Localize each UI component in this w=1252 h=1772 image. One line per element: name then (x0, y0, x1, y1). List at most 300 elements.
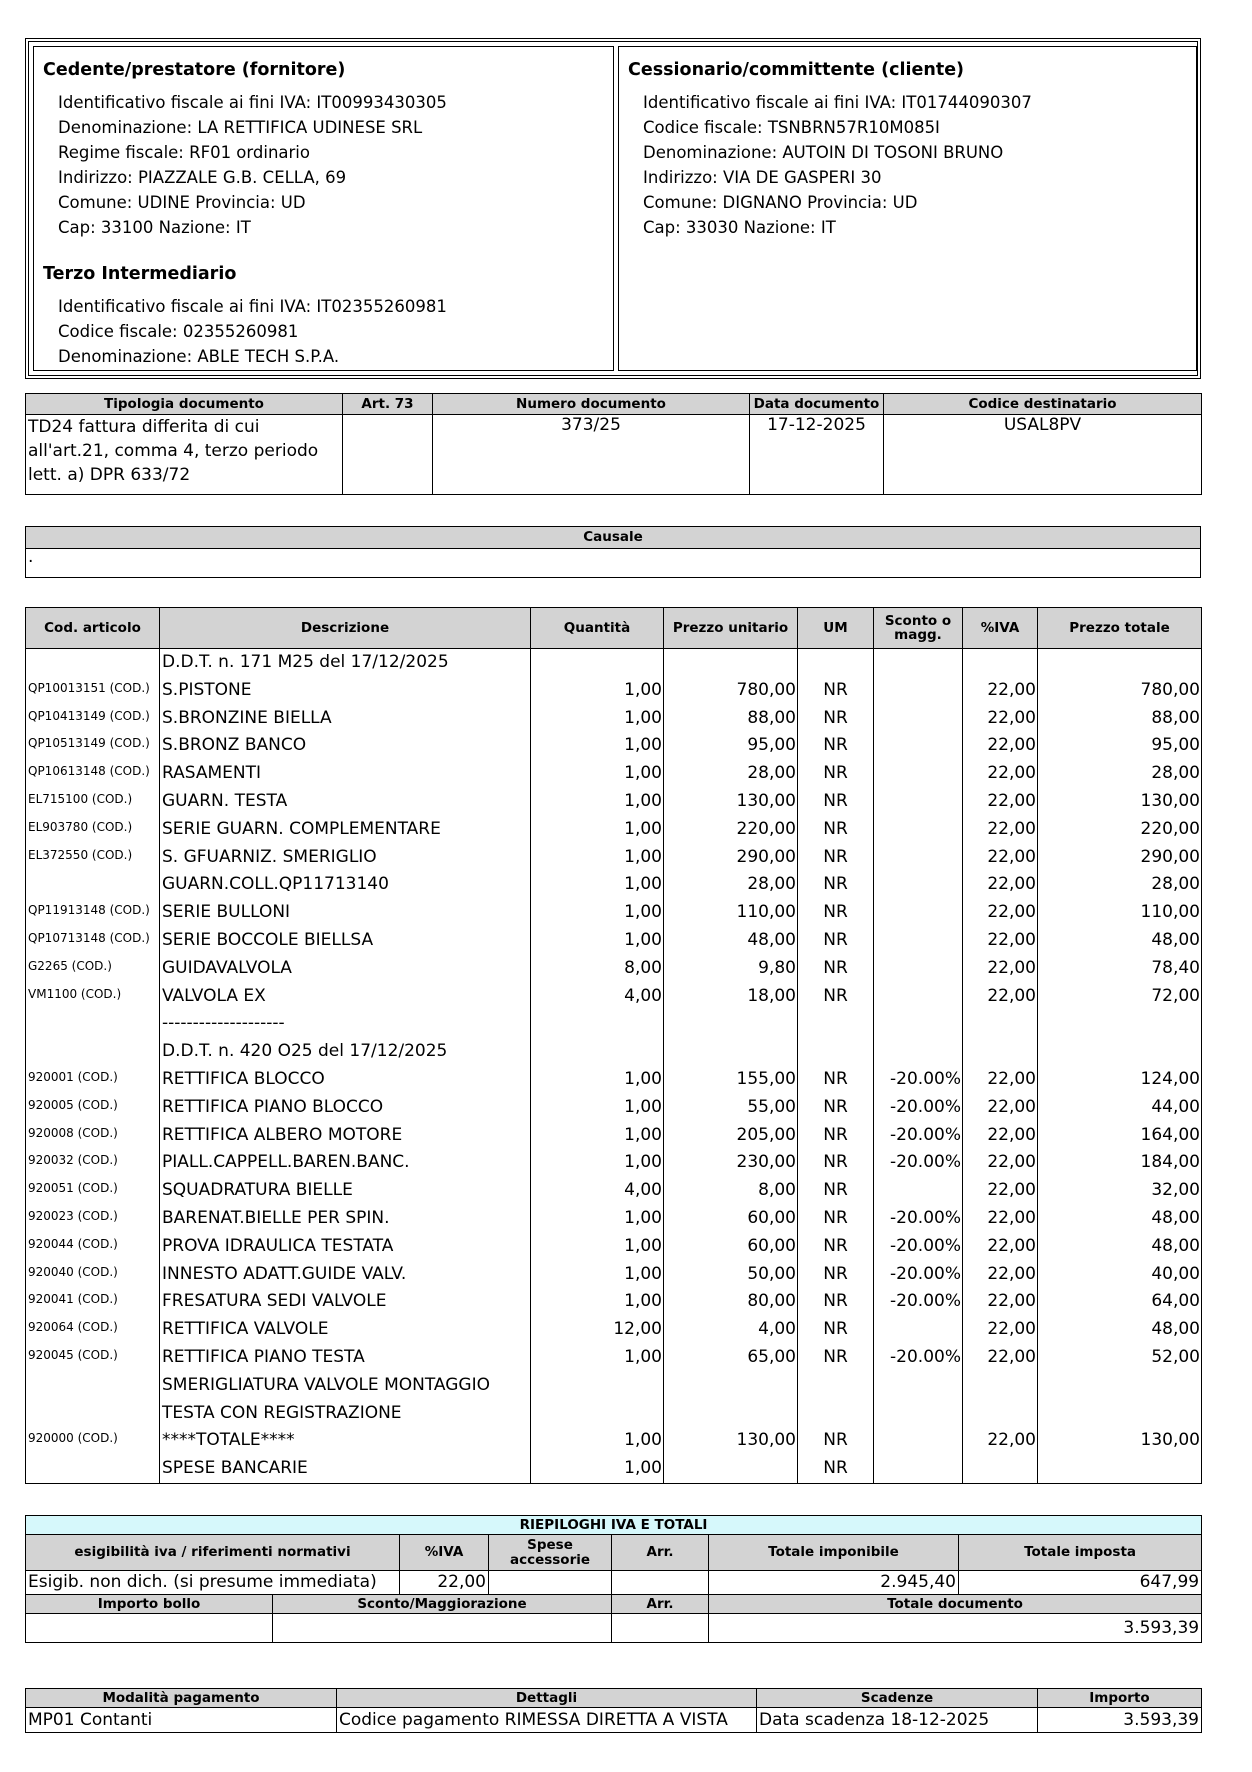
item-um: NR (798, 1316, 874, 1344)
item-quantity: 1,00 (531, 705, 664, 733)
item-code: 920001 (COD.) (26, 1066, 160, 1094)
item-total: 88,00 (1038, 705, 1202, 733)
item-discount (874, 1427, 963, 1455)
item-total (1038, 649, 1202, 677)
item-row (26, 677, 1202, 705)
item-quantity: 1,00 (531, 1427, 664, 1455)
item-quantity: 1,00 (531, 1149, 664, 1177)
causale-heading: Causale (26, 527, 1201, 549)
item-row (26, 927, 1202, 955)
item-um: NR (798, 871, 874, 899)
item-quantity: 12,00 (531, 1316, 664, 1344)
col-art73: Art. 73 (343, 394, 433, 415)
importo-value: 3.593,39 (1038, 1708, 1202, 1733)
item-code (26, 1372, 160, 1400)
item-description: S.BRONZINE BIELLA (160, 705, 531, 733)
seller-line: Regime fiscale: RF01 ordinario (58, 143, 310, 162)
intermediary-line: Identificativo fiscale ai fini IVA: IT02355260981 (58, 297, 447, 316)
col-sconto-maggiorazione: Sconto/Maggiorazione (273, 1595, 612, 1614)
payment-table (25, 1688, 1202, 1733)
item-unit-price: 18,00 (664, 983, 798, 1011)
item-description: S. GFUARNIZ. SMERIGLIO (160, 844, 531, 872)
item-discount: -20.00% (874, 1066, 963, 1094)
col-summary-iva: %IVA (400, 1535, 489, 1571)
item-quantity: 4,00 (531, 983, 664, 1011)
item-total: 164,00 (1038, 1122, 1202, 1150)
buyer-line: Comune: DIGNANO Provincia: UD (643, 193, 918, 212)
parties-block (25, 38, 1201, 379)
item-quantity: 1,00 (531, 1261, 664, 1289)
item-row (26, 705, 1202, 733)
item-discount (874, 1400, 963, 1428)
causale-value: . (26, 549, 1201, 578)
col-tipologia: Tipologia documento (26, 394, 343, 415)
item-row (26, 788, 1202, 816)
item-code: 920032 (COD.) (26, 1149, 160, 1177)
item-row (26, 955, 1202, 983)
col-importo-bollo: Importo bollo (26, 1595, 273, 1614)
item-row (26, 649, 1202, 677)
item-unit-price: 60,00 (664, 1205, 798, 1233)
item-total (1038, 1400, 1202, 1428)
item-iva: 22,00 (963, 1149, 1038, 1177)
item-discount (874, 732, 963, 760)
col-um: UM (798, 608, 874, 649)
item-quantity: 1,00 (531, 1233, 664, 1261)
data-value: 17-12-2025 (750, 415, 884, 495)
item-quantity: 1,00 (531, 871, 664, 899)
item-um: NR (798, 1066, 874, 1094)
item-unit-price: 130,00 (664, 788, 798, 816)
item-iva: 22,00 (963, 899, 1038, 927)
item-um: NR (798, 1094, 874, 1122)
item-description: ****TOTALE**** (160, 1427, 531, 1455)
intermediary-line: Codice fiscale: 02355260981 (58, 322, 299, 341)
item-discount (874, 844, 963, 872)
item-row (26, 1233, 1202, 1261)
item-um: NR (798, 1233, 874, 1261)
item-discount (874, 927, 963, 955)
item-total: 124,00 (1038, 1066, 1202, 1094)
col-arr: Arr. (612, 1535, 709, 1571)
item-discount: -20.00% (874, 1205, 963, 1233)
item-iva: 22,00 (963, 1066, 1038, 1094)
item-um: NR (798, 788, 874, 816)
item-iva: 22,00 (963, 1261, 1038, 1289)
item-code: EL715100 (COD.) (26, 788, 160, 816)
item-row (26, 1038, 1202, 1066)
item-description: TESTA CON REGISTRAZIONE (160, 1400, 531, 1428)
item-unit-price (664, 1010, 798, 1038)
col-prezzo-unitario: Prezzo unitario (664, 608, 798, 649)
item-um: NR (798, 1288, 874, 1316)
item-unit-price: 780,00 (664, 677, 798, 705)
buyer-line: Denominazione: AUTOIN DI TOSONI BRUNO (643, 143, 1004, 162)
item-iva (963, 1400, 1038, 1428)
item-quantity: 1,00 (531, 732, 664, 760)
item-total: 40,00 (1038, 1261, 1202, 1289)
item-quantity: 1,00 (531, 760, 664, 788)
item-total: 78,40 (1038, 955, 1202, 983)
item-total: 48,00 (1038, 1316, 1202, 1344)
item-code: EL372550 (COD.) (26, 844, 160, 872)
item-iva: 22,00 (963, 1427, 1038, 1455)
item-total: 290,00 (1038, 844, 1202, 872)
spese-value (489, 1571, 612, 1595)
item-unit-price: 155,00 (664, 1066, 798, 1094)
item-code: QP10513149 (COD.) (26, 732, 160, 760)
item-um: NR (798, 1177, 874, 1205)
item-iva: 22,00 (963, 1344, 1038, 1372)
item-discount (874, 1038, 963, 1066)
item-description: D.D.T. n. 420 O25 del 17/12/2025 (160, 1038, 531, 1066)
item-code: EL903780 (COD.) (26, 816, 160, 844)
item-total (1038, 1455, 1202, 1483)
dettagli-value: Codice pagamento RIMESSA DIRETTA A VISTA (337, 1708, 757, 1733)
item-discount: -20.00% (874, 1233, 963, 1261)
item-um: NR (798, 677, 874, 705)
item-discount: -20.00% (874, 1149, 963, 1177)
item-unit-price: 205,00 (664, 1122, 798, 1150)
item-description: S.PISTONE (160, 677, 531, 705)
item-unit-price: 28,00 (664, 760, 798, 788)
col-data: Data documento (750, 394, 884, 415)
item-row (26, 1066, 1202, 1094)
item-code (26, 1455, 160, 1483)
item-unit-price: 230,00 (664, 1149, 798, 1177)
item-description: INNESTO ADATT.GUIDE VALV. (160, 1261, 531, 1289)
item-iva: 22,00 (963, 1094, 1038, 1122)
item-description: FRESATURA SEDI VALVOLE (160, 1288, 531, 1316)
item-unit-price: 60,00 (664, 1233, 798, 1261)
item-row (26, 899, 1202, 927)
item-description: RETTIFICA BLOCCO (160, 1066, 531, 1094)
intermediary-line: Denominazione: ABLE TECH S.P.A. (58, 347, 340, 366)
item-row (26, 871, 1202, 899)
item-total (1038, 1038, 1202, 1066)
item-total (1038, 1372, 1202, 1400)
causale-table (25, 526, 1201, 578)
esigibilita-value: Esigib. non dich. (si presume immediata) (26, 1571, 400, 1595)
item-um: NR (798, 899, 874, 927)
seller-line: Cap: 33100 Nazione: IT (58, 218, 251, 237)
item-unit-price: 28,00 (664, 871, 798, 899)
item-description: SERIE GUARN. COMPLEMENTARE (160, 816, 531, 844)
totale-imponibile-value: 2.945,40 (709, 1571, 959, 1595)
item-discount (874, 677, 963, 705)
item-discount: -20.00% (874, 1261, 963, 1289)
item-quantity: 1,00 (531, 788, 664, 816)
item-unit-price: 4,00 (664, 1316, 798, 1344)
item-code: QP10013151 (COD.) (26, 677, 160, 705)
item-iva: 22,00 (963, 732, 1038, 760)
item-total: 48,00 (1038, 1233, 1202, 1261)
intermediary-heading: Terzo Intermediario (43, 264, 237, 284)
item-um: NR (798, 816, 874, 844)
item-description: GUARN. TESTA (160, 788, 531, 816)
buyer-line: Identificativo fiscale ai fini IVA: IT01744090307 (643, 93, 1032, 112)
item-discount (874, 955, 963, 983)
item-um: NR (798, 983, 874, 1011)
item-unit-price: 48,00 (664, 927, 798, 955)
item-description: -------------------- (160, 1010, 531, 1038)
item-row (26, 1316, 1202, 1344)
item-code (26, 1038, 160, 1066)
item-description: BARENAT.BIELLE PER SPIN. (160, 1205, 531, 1233)
item-total: 184,00 (1038, 1149, 1202, 1177)
item-um: NR (798, 1261, 874, 1289)
summary-iva-value: 22,00 (400, 1571, 489, 1595)
item-iva: 22,00 (963, 1122, 1038, 1150)
sconto-value (273, 1614, 612, 1643)
item-total: 95,00 (1038, 732, 1202, 760)
item-quantity: 1,00 (531, 1288, 664, 1316)
item-um: NR (798, 1122, 874, 1150)
item-total: 780,00 (1038, 677, 1202, 705)
item-code: QP10413149 (COD.) (26, 705, 160, 733)
item-iva: 22,00 (963, 705, 1038, 733)
item-row (26, 1400, 1202, 1428)
item-row (26, 1149, 1202, 1177)
item-quantity: 1,00 (531, 816, 664, 844)
item-quantity (531, 1400, 664, 1428)
item-description: PIALL.CAPPELL.BAREN.BANC. (160, 1149, 531, 1177)
tipologia-value: TD24 fattura differita di cui all'art.21, comma 4, terzo periodo lett. a) DPR 633/72 (26, 415, 343, 495)
item-total: 72,00 (1038, 983, 1202, 1011)
col-quantita: Quantità (531, 608, 664, 649)
buyer-line: Indirizzo: VIA DE GASPERI 30 (643, 168, 882, 187)
item-code: QP10713148 (COD.) (26, 927, 160, 955)
item-code: VM1100 (COD.) (26, 983, 160, 1011)
item-iva (963, 649, 1038, 677)
col-numero: Numero documento (433, 394, 750, 415)
item-quantity: 1,00 (531, 677, 664, 705)
item-total: 130,00 (1038, 788, 1202, 816)
col-totale-imposta: Totale imposta (959, 1535, 1202, 1571)
item-description: RETTIFICA VALVOLE (160, 1316, 531, 1344)
item-discount: -20.00% (874, 1288, 963, 1316)
item-code: 920044 (COD.) (26, 1233, 160, 1261)
modalita-value: MP01 Contanti (26, 1708, 337, 1733)
seller-line: Comune: UDINE Provincia: UD (58, 193, 306, 212)
item-quantity (531, 1372, 664, 1400)
item-description: RASAMENTI (160, 760, 531, 788)
item-total: 110,00 (1038, 899, 1202, 927)
item-description: SERIE BULLONI (160, 899, 531, 927)
item-um: NR (798, 1149, 874, 1177)
col-descrizione: Descrizione (160, 608, 531, 649)
item-discount (874, 649, 963, 677)
item-description: PROVA IDRAULICA TESTATA (160, 1233, 531, 1261)
items-table (25, 607, 1202, 1484)
item-discount: -20.00% (874, 1122, 963, 1150)
item-code: 920023 (COD.) (26, 1205, 160, 1233)
item-row (26, 1427, 1202, 1455)
item-um (798, 1400, 874, 1428)
item-code: QP11913148 (COD.) (26, 899, 160, 927)
col-dettagli: Dettagli (337, 1689, 757, 1708)
scadenze-value: Data scadenza 18-12-2025 (757, 1708, 1038, 1733)
item-quantity: 1,00 (531, 1344, 664, 1372)
item-row (26, 1455, 1202, 1483)
buyer-line: Codice fiscale: TSNBRN57R10M085I (643, 118, 940, 137)
item-code (26, 649, 160, 677)
item-discount (874, 871, 963, 899)
item-unit-price: 95,00 (664, 732, 798, 760)
item-total: 28,00 (1038, 871, 1202, 899)
item-unit-price (664, 1038, 798, 1066)
item-description: GUARN.COLL.QP11713140 (160, 871, 531, 899)
item-um (798, 1010, 874, 1038)
item-code: QP10613148 (COD.) (26, 760, 160, 788)
item-row (26, 1094, 1202, 1122)
col-spese-accessorie: Spese accessorie (489, 1535, 612, 1571)
item-iva: 22,00 (963, 1177, 1038, 1205)
item-total: 130,00 (1038, 1427, 1202, 1455)
totale-documento-value: 3.593,39 (709, 1614, 1202, 1643)
item-code: 920064 (COD.) (26, 1316, 160, 1344)
item-iva: 22,00 (963, 955, 1038, 983)
item-um (798, 1372, 874, 1400)
item-um: NR (798, 1455, 874, 1483)
item-discount: -20.00% (874, 1344, 963, 1372)
item-quantity (531, 1038, 664, 1066)
item-discount (874, 1316, 963, 1344)
arr2-value (612, 1614, 709, 1643)
buyer-line: Cap: 33030 Nazione: IT (643, 218, 836, 237)
col-arr2: Arr. (612, 1595, 709, 1614)
col-totale-imponibile: Totale imponibile (709, 1535, 959, 1571)
col-prezzo-totale: Prezzo totale (1038, 608, 1202, 649)
item-total: 64,00 (1038, 1288, 1202, 1316)
item-um: NR (798, 1344, 874, 1372)
item-discount: -20.00% (874, 1094, 963, 1122)
item-row (26, 1010, 1202, 1038)
buyer-box (618, 46, 1197, 371)
item-row (26, 1205, 1202, 1233)
item-code: 920000 (COD.) (26, 1427, 160, 1455)
item-discount (874, 788, 963, 816)
item-quantity: 1,00 (531, 1094, 664, 1122)
col-cod-articolo: Cod. articolo (26, 608, 160, 649)
item-row (26, 1261, 1202, 1289)
item-quantity: 1,00 (531, 1455, 664, 1483)
item-um (798, 1038, 874, 1066)
item-iva: 22,00 (963, 816, 1038, 844)
art73-value (343, 415, 433, 495)
item-row (26, 1288, 1202, 1316)
item-row (26, 1177, 1202, 1205)
item-um: NR (798, 732, 874, 760)
item-iva (963, 1455, 1038, 1483)
seller-heading: Cedente/prestatore (fornitore) (43, 60, 346, 80)
item-iva: 22,00 (963, 1288, 1038, 1316)
item-unit-price: 220,00 (664, 816, 798, 844)
item-discount (874, 1372, 963, 1400)
item-um: NR (798, 705, 874, 733)
buyer-heading: Cessionario/committente (cliente) (628, 60, 965, 80)
item-um: NR (798, 760, 874, 788)
item-description: RETTIFICA PIANO TESTA (160, 1344, 531, 1372)
col-modalita: Modalità pagamento (26, 1689, 337, 1708)
item-iva: 22,00 (963, 677, 1038, 705)
item-description: SMERIGLIATURA VALVOLE MONTAGGIO (160, 1372, 531, 1400)
item-iva: 22,00 (963, 1233, 1038, 1261)
seller-box (33, 46, 614, 371)
seller-line: Indirizzo: PIAZZALE G.B. CELLA, 69 (58, 168, 347, 187)
item-quantity: 1,00 (531, 844, 664, 872)
bollo-value (26, 1614, 273, 1643)
col-sconto: Sconto o magg. (874, 608, 963, 649)
totale-imposta-value: 647,99 (959, 1571, 1202, 1595)
item-code (26, 1400, 160, 1428)
item-code (26, 871, 160, 899)
item-um: NR (798, 955, 874, 983)
item-row (26, 816, 1202, 844)
item-row (26, 732, 1202, 760)
item-iva: 22,00 (963, 927, 1038, 955)
item-total: 32,00 (1038, 1177, 1202, 1205)
item-um: NR (798, 844, 874, 872)
numero-value: 373/25 (433, 415, 750, 495)
item-unit-price: 130,00 (664, 1427, 798, 1455)
item-description: VALVOLA EX (160, 983, 531, 1011)
item-unit-price: 65,00 (664, 1344, 798, 1372)
item-discount (874, 899, 963, 927)
item-row (26, 760, 1202, 788)
col-iva: %IVA (963, 608, 1038, 649)
item-code (26, 1010, 160, 1038)
summary-title: RIEPILOGHI IVA E TOTALI (26, 1516, 1202, 1535)
item-quantity: 1,00 (531, 1122, 664, 1150)
item-quantity: 4,00 (531, 1177, 664, 1205)
item-total: 28,00 (1038, 760, 1202, 788)
col-importo: Importo (1038, 1689, 1202, 1708)
item-description: S.BRONZ BANCO (160, 732, 531, 760)
item-um: NR (798, 927, 874, 955)
item-description: D.D.T. n. 171 M25 del 17/12/2025 (160, 649, 531, 677)
item-total: 52,00 (1038, 1344, 1202, 1372)
item-um: NR (798, 1427, 874, 1455)
item-description: SQUADRATURA BIELLE (160, 1177, 531, 1205)
item-discount (874, 1010, 963, 1038)
item-code: 920040 (COD.) (26, 1261, 160, 1289)
item-quantity (531, 1010, 664, 1038)
item-quantity: 8,00 (531, 955, 664, 983)
codice-destinatario-value: USAL8PV (884, 415, 1202, 495)
item-code: 920008 (COD.) (26, 1122, 160, 1150)
item-unit-price: 50,00 (664, 1261, 798, 1289)
item-description: RETTIFICA PIANO BLOCCO (160, 1094, 531, 1122)
item-discount (874, 1455, 963, 1483)
item-unit-price: 9,80 (664, 955, 798, 983)
item-description: RETTIFICA ALBERO MOTORE (160, 1122, 531, 1150)
item-iva: 22,00 (963, 1316, 1038, 1344)
col-totale-documento: Totale documento (709, 1595, 1202, 1614)
item-unit-price: 80,00 (664, 1288, 798, 1316)
seller-line: Identificativo fiscale ai fini IVA: IT00993430305 (58, 93, 447, 112)
items-body (26, 649, 1202, 1484)
item-iva (963, 1372, 1038, 1400)
item-code: 920051 (COD.) (26, 1177, 160, 1205)
item-discount (874, 1177, 963, 1205)
item-discount (874, 760, 963, 788)
item-unit-price: 8,00 (664, 1177, 798, 1205)
item-unit-price: 290,00 (664, 844, 798, 872)
item-quantity: 1,00 (531, 899, 664, 927)
item-row (26, 1344, 1202, 1372)
item-code: 920045 (COD.) (26, 1344, 160, 1372)
